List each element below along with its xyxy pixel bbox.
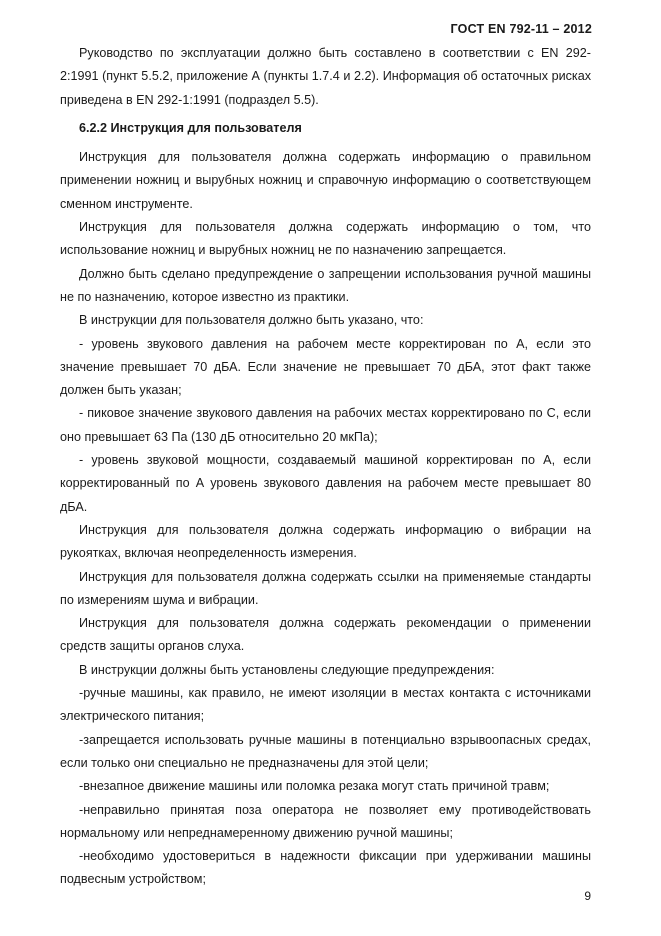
list-item-suspension-fixation: -необходимо удостовериться в надежности фиксации при удерживании машины подвесным устройством; (60, 849, 591, 887)
list-item-sound-power: - уровень звуковой мощности, создаваемый машиной корректирован по А, если корректированный по А уровень звукового давления на рабочем месте превышает 80 дБА. (60, 453, 591, 514)
paragraph-hearing-protection: Инструкция для пользователя должна содержать рекомендации о применении средств защиты органов слуха. (60, 616, 591, 654)
paragraph-must-state: В инструкции для пользователя должно быть указано, что: (79, 313, 424, 328)
page-number: 9 (584, 889, 591, 903)
standard-header: ГОСТ EN 792-11 – 2012 (450, 22, 592, 36)
paragraph-standards-references: Инструкция для пользователя должна содержать ссылки на применяемые стандарты по измерениям шума и вибрации. (60, 569, 591, 607)
paragraph-warnings-intro: В инструкции должны быть установлены следующие предупреждения: (79, 662, 495, 677)
list-item-operator-posture: -неправильно принятая поза оператора не позволяет ему противодействовать нормальному или непреднамеренному движению ручной машины; (60, 802, 591, 840)
paragraph-vibration: Инструкция для пользователя должна содержать информацию о вибрации на рукоятках, включая неопределенность измерения. (60, 522, 591, 561)
list-item-sound-pressure: - уровень звукового давления на рабочем месте корректирован по А, если это значение превышает 70 дБА. Если значение не превышает 70 дБА, этот факт также должен быть указан; (60, 336, 591, 398)
paragraph-misuse-prohibited: Инструкция для пользователя должна содержать информацию о том, что использование ножниц и вырубных ножниц не по назначению запрещается. (60, 220, 591, 258)
list-item-peak-pressure: - пиковое значение звукового давления на рабочих местах корректировано по С, если оно превышает 63 Па (130 дБ относительно 20 мкПа); (60, 406, 591, 444)
list-item-sudden-movement: -внезапное движение машины или поломка резака могут стать причиной травм; (79, 779, 550, 794)
list-item-explosive-environments: -запрещается использовать ручные машины в потенциально взрывоопасных средах, если только они специально не предназначены для этой цели; (60, 732, 591, 770)
paragraph-correct-use: Инструкция для пользователя должна содержать информацию о правильном применении ножниц и вырубных ножниц и справочную информацию о соответствующем сменном инструменте. (60, 150, 591, 211)
paragraph-misuse-warning: Должно быть сделано предупреждение о запрещении использования ручной машины не по назначению, которое известно из практики. (60, 266, 591, 304)
document-body (60, 42, 591, 892)
section-heading-6-2-2: 6.2.2 Инструкция для пользователя (79, 120, 302, 135)
paragraph-manual-compliance: Руководство по эксплуатации должно быть составлено в соответствии с EN 292-2:1991 (пункт 5.5.2, приложение А (пункты 1.7.4 и 2.2). Информация об остаточных рисках приведена в EN 292-1:1991 (подраздел 5.5). (60, 46, 591, 107)
list-item-no-insulation: -ручные машины, как правило, не имеют изоляции в местах контакта с источниками электрического питания; (60, 686, 591, 724)
